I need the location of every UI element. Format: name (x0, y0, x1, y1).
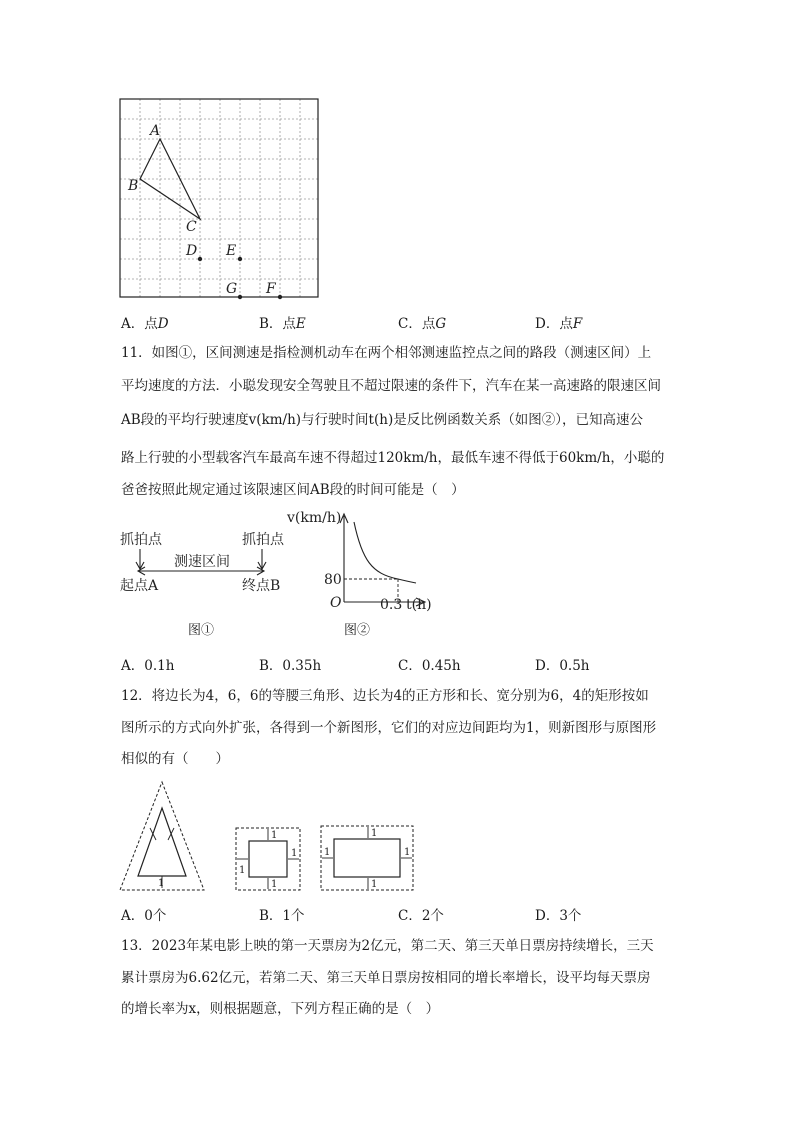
rect-right-label: 1 (404, 847, 411, 858)
label-e: E (226, 243, 237, 259)
point-e (238, 257, 242, 261)
q12-line-3: 相似的有（ ） (121, 751, 229, 767)
square-left-label: 1 (239, 865, 246, 876)
expansion-figures (118, 778, 418, 894)
triangle-distance-label: 1 (158, 878, 165, 889)
fig1-middle-label: 测速区间 (174, 554, 230, 570)
q11-option-a[interactable]: A．0.1h (121, 658, 175, 674)
fig1-right-bottom-label: 终点B (242, 578, 281, 594)
q13-line-1: 13．2023年某电影上映的第一天票房为2亿元，第二天、第三天单日票房持续增长，三天 (121, 938, 654, 954)
q10-option-b[interactable]: B．点E (259, 316, 306, 332)
q11-option-d[interactable]: D．0.5h (535, 658, 590, 674)
expanded-square (236, 828, 300, 890)
fig2-origin: O (330, 595, 342, 611)
fig1-left-bottom-label: 起点A (120, 578, 159, 594)
label-d: D (186, 243, 198, 259)
q12-option-a[interactable]: A．0个 (121, 908, 167, 924)
square-top-label: 1 (271, 830, 278, 841)
fig1-right-top-label: 抓拍点 (242, 532, 284, 548)
q13-line-2: 累计票房为6.62亿元，若第二天、第三天单日票房按相同的增长率增长，设平均每天票房 (121, 970, 651, 986)
q12-line-2: 图所示的方式向外扩张，各得到一个新图形，它们的对应边间距均为1，则新图形与原图形 (121, 720, 657, 736)
expanded-triangle (120, 782, 204, 890)
label-a: A (150, 123, 161, 139)
q11-option-b[interactable]: B．0.35h (259, 658, 322, 674)
label-b: B (128, 178, 139, 194)
fig2-caption: 图② (344, 623, 371, 638)
q11-line-3: AB段的平均行驶速度v(km/h)与行驶时间t(h)是反比例函数关系（如图②），已知高速公 (121, 412, 643, 428)
q12-option-c[interactable]: C．2个 (398, 908, 444, 924)
square-right-label: 1 (291, 848, 298, 859)
q11-line-4: 路上行驶的小型载客汽车最高车速不得超过120km/h，最低车速不得低于60km/h，小聪的 (121, 450, 665, 466)
grid-figure (118, 97, 322, 301)
q10-option-a[interactable]: A．点D (121, 316, 169, 332)
expanded-rectangle (321, 826, 413, 890)
q11-option-c[interactable]: C．0.45h (398, 658, 461, 674)
q11-line-1: 11．如图①，区间测速是指检测机动车在两个相邻测速监控点之间的路段（测速区间）上 (121, 345, 652, 361)
rect-bottom-label: 1 (371, 879, 378, 890)
inverse-curve (354, 522, 416, 583)
fig2-x-label: t(h) (406, 597, 432, 613)
inverse-proportion-graph (284, 508, 434, 642)
q12-option-d[interactable]: D．3个 (535, 908, 582, 924)
square-bottom-label: 1 (271, 879, 278, 890)
q10-option-d[interactable]: D．点F (535, 316, 583, 332)
fig2-x-tick: 0.3 (380, 597, 403, 613)
rect-left-label: 1 (324, 847, 331, 858)
label-g: G (226, 281, 238, 297)
q10-option-c[interactable]: C．点G (398, 316, 447, 332)
point-d (198, 257, 202, 261)
q12-option-b[interactable]: B．1个 (259, 908, 305, 924)
label-c: C (186, 219, 197, 235)
speed-zone-diagram (116, 524, 296, 642)
point-f (278, 295, 282, 299)
q11-line-2: 平均速度的方法．小聪发现安全驾驶且不超过限速的条件下，汽车在某一高速路的限速区间 (121, 378, 661, 394)
point-g (238, 295, 242, 299)
fig2-y-tick: 80 (324, 572, 342, 588)
fig2-y-label: v(km/h) (287, 510, 342, 526)
fig1-caption: 图① (188, 623, 215, 638)
q13-line-3: 的增长率为x，则根据题意，下列方程正确的是（ ） (121, 1001, 440, 1017)
fig1-left-top-label: 抓拍点 (120, 532, 162, 548)
q11-line-5: 爸爸按照此规定通过该限速区间AB段的时间可能是（ ） (121, 482, 465, 498)
label-f: F (266, 281, 276, 297)
q12-line-1: 12．将边长为4，6，6的等腰三角形、边长为4的正方形和长、宽分别为6，4的矩形按如 (121, 688, 649, 704)
rect-top-label: 1 (371, 828, 378, 839)
